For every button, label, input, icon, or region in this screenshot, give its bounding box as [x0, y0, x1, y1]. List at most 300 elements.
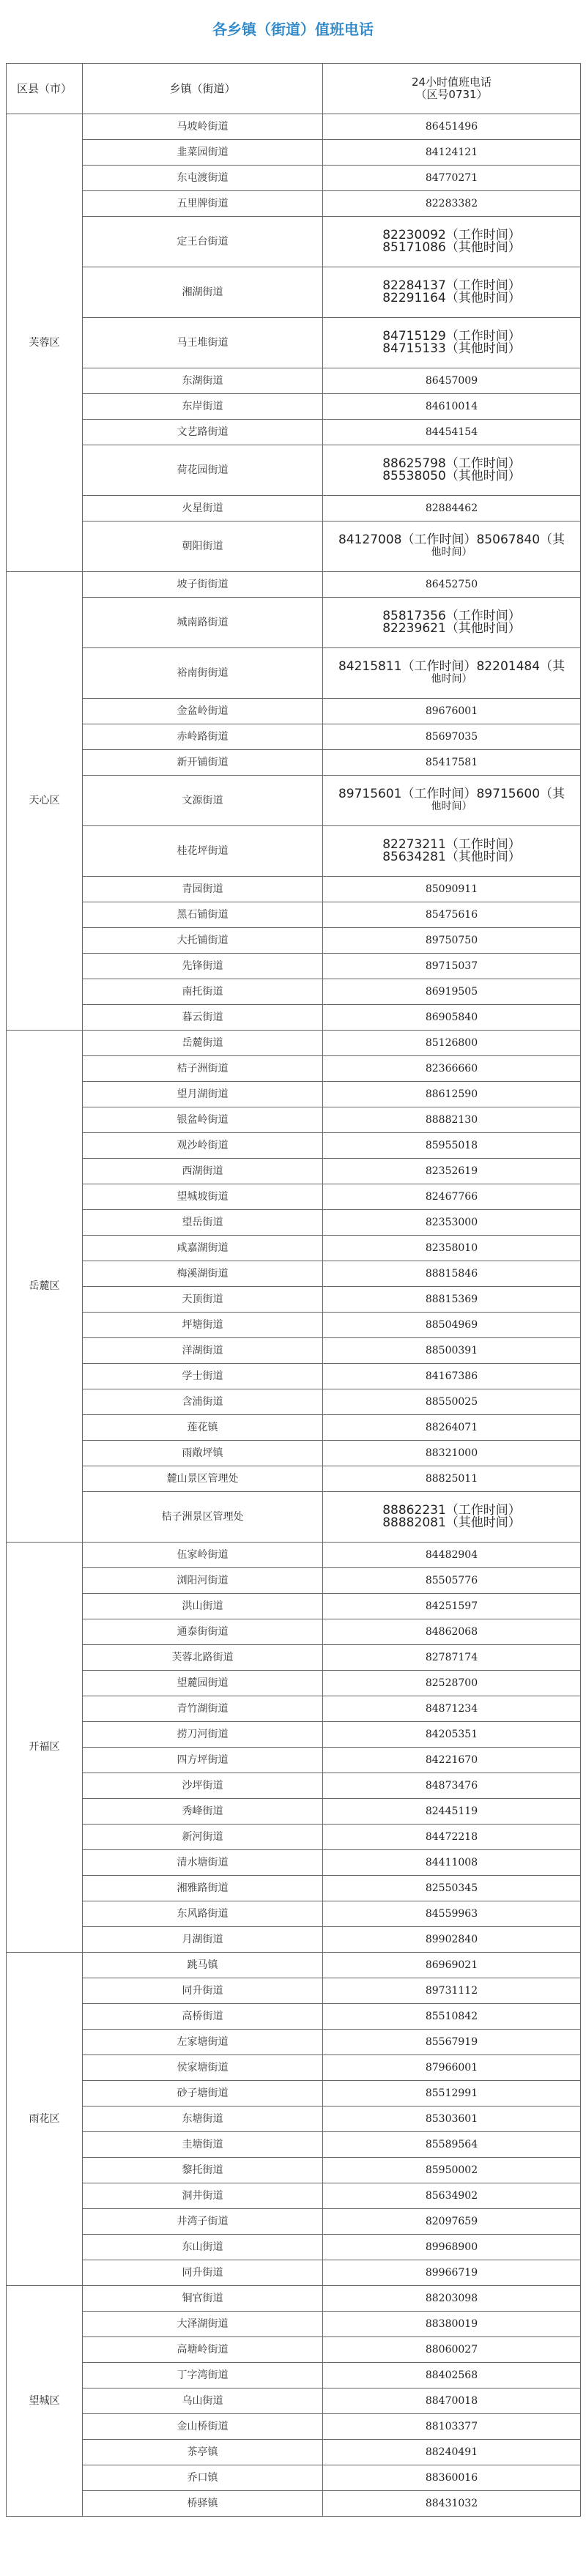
- table-row: [7, 2414, 581, 2440]
- phone-number: 85955018: [425, 1139, 478, 1151]
- district-name: 天心区: [7, 572, 83, 1031]
- phone-number: 89715601（工作时间）89715600（其: [338, 787, 565, 801]
- phone-number: 88470018: [425, 2394, 478, 2407]
- town-name: 文源街道: [83, 776, 323, 826]
- table-row: [7, 1978, 581, 2004]
- town-name: 砂子塘街道: [83, 2081, 323, 2107]
- town-name: 五里牌街道: [83, 191, 323, 217]
- phone-number: 85634902: [425, 2189, 478, 2202]
- table-row: [7, 1722, 581, 1748]
- table-row: [7, 1619, 581, 1645]
- phone-cell: [323, 2209, 581, 2235]
- town-name: 银盆岭街道: [83, 1107, 323, 1133]
- phone-number: 82097659: [425, 2215, 478, 2227]
- phone-cell: [323, 1082, 581, 1107]
- town-name: 先锋街道: [83, 954, 323, 979]
- town-name: 乔口镇: [83, 2465, 323, 2491]
- table-row: [7, 2388, 581, 2414]
- phone-number: 84472218: [425, 1830, 478, 1843]
- table-row: [7, 2004, 581, 2030]
- town-name: 青竹湖街道: [83, 1696, 323, 1722]
- phone-cell: [323, 1927, 581, 1953]
- town-name: 清水塘街道: [83, 1850, 323, 1876]
- town-name: 浏阳河街道: [83, 1568, 323, 1594]
- table-row: [7, 2491, 581, 2517]
- table-row: [7, 2030, 581, 2055]
- table-row: [7, 1953, 581, 1978]
- duty-phone-table: [6, 63, 581, 2517]
- phone-cell: [323, 217, 581, 267]
- table-row: [7, 1696, 581, 1722]
- header-county: 区县（市）: [7, 64, 83, 114]
- phone-cell: [323, 1287, 581, 1313]
- town-name: 梅溪湖街道: [83, 1261, 323, 1287]
- table-row: [7, 699, 581, 724]
- town-name: 咸嘉湖街道: [83, 1236, 323, 1261]
- phone-number: 85512991: [425, 2087, 478, 2099]
- table-row: [7, 1748, 581, 1773]
- table-row: [7, 2440, 581, 2465]
- phone-number: 88825011: [425, 1472, 478, 1485]
- phone-number: 84221670: [425, 1753, 478, 1766]
- town-name: 文艺路街道: [83, 420, 323, 445]
- town-name: 东屯渡街道: [83, 166, 323, 191]
- town-name: 湘雅路街道: [83, 1876, 323, 1901]
- town-name: 侯家塘街道: [83, 2055, 323, 2081]
- town-name: 天顶街道: [83, 1287, 323, 1313]
- table-row: [7, 2337, 581, 2363]
- phone-cell: [323, 750, 581, 776]
- phone-cell: [323, 114, 581, 140]
- district-name: 岳麓区: [7, 1031, 83, 1543]
- town-name: 芙蓉北路街道: [83, 1645, 323, 1671]
- table-row: [7, 114, 581, 140]
- phone-cell: [323, 1619, 581, 1645]
- table-row: [7, 2363, 581, 2388]
- table-row: [7, 1927, 581, 1953]
- phone-cell: [323, 2107, 581, 2132]
- phone-cell: [323, 1825, 581, 1850]
- header-phone-line2: （区号0731）: [415, 88, 488, 101]
- phone-cell: [323, 2414, 581, 2440]
- town-name: 火星街道: [83, 496, 323, 521]
- phone-cell: [323, 1543, 581, 1568]
- phone-number: 88500391: [425, 1344, 478, 1356]
- phone-number: 85950002: [425, 2164, 478, 2176]
- phone-number: 82467766: [425, 1190, 478, 1203]
- town-name: 洋湖街道: [83, 1338, 323, 1364]
- phone-number: 84167386: [425, 1370, 478, 1382]
- phone-cell: [323, 1722, 581, 1748]
- phone-cell: [323, 2312, 581, 2337]
- phone-cell: [323, 877, 581, 902]
- town-name: 裕南街街道: [83, 648, 323, 699]
- table-row: [7, 166, 581, 191]
- phone-number: 82283382: [425, 197, 478, 209]
- town-name: 韭菜园街道: [83, 140, 323, 166]
- table-row: [7, 2183, 581, 2209]
- phone-cell: [323, 394, 581, 420]
- phone-cell: [323, 166, 581, 191]
- phone-cell: [323, 2004, 581, 2030]
- phone-number: 88203098: [425, 2292, 478, 2304]
- table-row: [7, 1184, 581, 1210]
- table-row: [7, 1338, 581, 1364]
- phone-number: 82358010: [425, 1241, 478, 1254]
- table-row: [7, 1876, 581, 1901]
- table-row: [7, 826, 581, 877]
- town-name: 金山桥街道: [83, 2414, 323, 2440]
- table-row: [7, 2158, 581, 2183]
- phone-cell: [323, 1261, 581, 1287]
- town-name: 同升街道: [83, 1978, 323, 2004]
- phone-number: 88060027: [425, 2343, 478, 2356]
- phone-number: 88431032: [425, 2497, 478, 2509]
- town-name: 望岳街道: [83, 1210, 323, 1236]
- phone-cell: [323, 2388, 581, 2414]
- table-row: [7, 1645, 581, 1671]
- phone-cell: [323, 2183, 581, 2209]
- town-name: 西湖街道: [83, 1159, 323, 1184]
- phone-cell: [323, 1159, 581, 1184]
- phone-number: 86451496: [425, 120, 478, 133]
- table-row: [7, 1773, 581, 1799]
- phone-cell: [323, 572, 581, 598]
- phone-number: 84454154: [425, 426, 478, 438]
- phone-cell: [323, 1364, 581, 1389]
- town-name: 青园街道: [83, 877, 323, 902]
- district-name: 芙蓉区: [7, 114, 83, 572]
- phone-number: 89750750: [425, 934, 478, 946]
- table-row: [7, 1825, 581, 1850]
- phone-cell: [323, 826, 581, 877]
- town-name: 高塘岭街道: [83, 2337, 323, 2363]
- table-row: [7, 394, 581, 420]
- table-row: [7, 217, 581, 267]
- town-name: 含浦街道: [83, 1389, 323, 1415]
- table-row: [7, 1056, 581, 1082]
- phone-cell: [323, 1415, 581, 1441]
- phone-cell: [323, 368, 581, 394]
- town-name: 捞刀河街道: [83, 1722, 323, 1748]
- town-name: 麓山景区管理处: [83, 1466, 323, 1492]
- phone-number: 87966001: [425, 2061, 478, 2074]
- phone-cell: [323, 2081, 581, 2107]
- phone-number: 他时间）: [431, 546, 472, 558]
- phone-number: 84873476: [425, 1779, 478, 1792]
- phone-cell: [323, 1107, 581, 1133]
- phone-cell: [323, 2491, 581, 2517]
- town-name: 高桥街道: [83, 2004, 323, 2030]
- phone-cell: [323, 928, 581, 954]
- phone-cell: [323, 954, 581, 979]
- phone-number: 85090911: [425, 883, 478, 895]
- phone-cell: [323, 1645, 581, 1671]
- town-name: 桥驿镇: [83, 2491, 323, 2517]
- table-row: [7, 2107, 581, 2132]
- phone-cell: [323, 2055, 581, 2081]
- phone-number: 88625798（工作时间）: [382, 456, 521, 471]
- table-row: [7, 496, 581, 521]
- phone-number: 85126800: [425, 1036, 478, 1049]
- town-name: 新河街道: [83, 1825, 323, 1850]
- table-row: [7, 979, 581, 1005]
- phone-number: 84715129（工作时间）: [382, 329, 521, 344]
- header-town: 乡镇（街道）: [83, 64, 323, 114]
- phone-number: 88380019: [425, 2317, 478, 2330]
- phone-cell: [323, 445, 581, 496]
- phone-number: 88103377: [425, 2420, 478, 2432]
- town-name: 东山街道: [83, 2235, 323, 2260]
- phone-number: 85589564: [425, 2138, 478, 2150]
- phone-number: 85538050（其他时间）: [382, 469, 521, 483]
- phone-number: 他时间）: [431, 801, 472, 812]
- phone-number: 82787174: [425, 1651, 478, 1663]
- phone-number: 82230092（工作时间）: [382, 228, 521, 242]
- phone-number: 84862068: [425, 1625, 478, 1638]
- table-row: [7, 2209, 581, 2235]
- town-name: 望城坡街道: [83, 1184, 323, 1210]
- phone-number: 82291164（其他时间）: [382, 291, 521, 305]
- table-header-row: [7, 64, 581, 114]
- district-name: 开福区: [7, 1543, 83, 1953]
- table-row: [7, 368, 581, 394]
- table-row: [7, 954, 581, 979]
- table-row: [7, 2081, 581, 2107]
- table-row: [7, 1159, 581, 1184]
- header-phone: [323, 64, 581, 114]
- table-row: [7, 1850, 581, 1876]
- phone-number: 89968900: [425, 2241, 478, 2253]
- table-row: [7, 598, 581, 648]
- phone-number: 84411008: [425, 1856, 478, 1868]
- town-name: 东风路街道: [83, 1901, 323, 1927]
- phone-cell: [323, 598, 581, 648]
- table-row: [7, 1543, 581, 1568]
- phone-cell: [323, 902, 581, 928]
- phone-number: 82366660: [425, 1062, 478, 1074]
- town-name: 望麓园街道: [83, 1671, 323, 1696]
- phone-number: 85417581: [425, 756, 478, 768]
- table-row: [7, 1799, 581, 1825]
- header-phone-line1: 24小时值班电话: [411, 75, 492, 89]
- phone-number: 84871234: [425, 1702, 478, 1715]
- phone-cell: [323, 2235, 581, 2260]
- phone-number: 88550025: [425, 1395, 478, 1408]
- town-name: 城南路街道: [83, 598, 323, 648]
- phone-cell: [323, 1056, 581, 1082]
- phone-cell: [323, 2337, 581, 2363]
- phone-number: 89902840: [425, 1933, 478, 1945]
- table-row: [7, 1107, 581, 1133]
- town-name: 朝阳街道: [83, 521, 323, 572]
- phone-number: 88264071: [425, 1421, 478, 1433]
- town-name: 大托铺街道: [83, 928, 323, 954]
- phone-cell: [323, 2132, 581, 2158]
- phone-number: 86919505: [425, 985, 478, 998]
- table-row: [7, 2055, 581, 2081]
- phone-number: 88504969: [425, 1318, 478, 1331]
- table-row: [7, 2260, 581, 2286]
- phone-number: 85697035: [425, 730, 478, 743]
- phone-cell: [323, 1978, 581, 2004]
- phone-cell: [323, 776, 581, 826]
- table-row: [7, 521, 581, 572]
- table-row: [7, 1389, 581, 1415]
- town-name: 通泰街街道: [83, 1619, 323, 1645]
- phone-cell: [323, 1876, 581, 1901]
- phone-number: 82884462: [425, 502, 478, 514]
- phone-cell: [323, 521, 581, 572]
- town-name: 南托街道: [83, 979, 323, 1005]
- table-row: [7, 902, 581, 928]
- phone-cell: [323, 648, 581, 699]
- town-name: 赤岭路街道: [83, 724, 323, 750]
- phone-number: 84610014: [425, 400, 478, 412]
- table-row: [7, 1210, 581, 1236]
- phone-cell: [323, 1594, 581, 1619]
- phone-number: 88882130: [425, 1113, 478, 1126]
- town-name: 坪塘街道: [83, 1313, 323, 1338]
- town-name: 黑石铺街道: [83, 902, 323, 928]
- table-row: [7, 1594, 581, 1619]
- phone-cell: [323, 1133, 581, 1159]
- table-row: [7, 1901, 581, 1927]
- phone-cell: [323, 420, 581, 445]
- phone-cell: [323, 1953, 581, 1978]
- phone-number: 89676001: [425, 705, 478, 717]
- phone-cell: [323, 1696, 581, 1722]
- phone-cell: [323, 1236, 581, 1261]
- phone-number: 85817356（工作时间）: [382, 609, 521, 623]
- table-row: [7, 1466, 581, 1492]
- phone-number: 89715037: [425, 959, 478, 972]
- phone-number: 82352619: [425, 1165, 478, 1177]
- table-row: [7, 1492, 581, 1543]
- phone-number: 84124121: [425, 146, 478, 158]
- table-row: [7, 776, 581, 826]
- town-name: 定王台街道: [83, 217, 323, 267]
- town-name: 坡子街街道: [83, 572, 323, 598]
- town-name: 马坡岭街道: [83, 114, 323, 140]
- phone-cell: [323, 1568, 581, 1594]
- phone-cell: [323, 1748, 581, 1773]
- table-row: [7, 318, 581, 368]
- phone-number: 86457009: [425, 374, 478, 387]
- town-name: 东湖街道: [83, 368, 323, 394]
- phone-number: 85475616: [425, 908, 478, 921]
- phone-number: 86969021: [425, 1959, 478, 1971]
- phone-cell: [323, 1313, 581, 1338]
- town-name: 左家塘街道: [83, 2030, 323, 2055]
- phone-number: 88240491: [425, 2446, 478, 2458]
- table-row: [7, 2286, 581, 2312]
- phone-number: 88815369: [425, 1293, 478, 1305]
- table-row: [7, 191, 581, 217]
- phone-cell: [323, 2363, 581, 2388]
- town-name: 月湖街道: [83, 1927, 323, 1953]
- table-row: [7, 724, 581, 750]
- phone-number: 88321000: [425, 1447, 478, 1459]
- town-name: 桔子洲街道: [83, 1056, 323, 1082]
- phone-cell: [323, 496, 581, 521]
- phone-cell: [323, 1441, 581, 1466]
- town-name: 黎托街道: [83, 2158, 323, 2183]
- town-name: 铜官街道: [83, 2286, 323, 2312]
- town-name: 金盆岭街道: [83, 699, 323, 724]
- phone-cell: [323, 2158, 581, 2183]
- phone-number: 85171086（其他时间）: [382, 240, 521, 255]
- table-body: [7, 114, 581, 2517]
- town-name: 荷花园街道: [83, 445, 323, 496]
- table-row: [7, 1671, 581, 1696]
- table-row: [7, 1313, 581, 1338]
- phone-cell: [323, 979, 581, 1005]
- phone-cell: [323, 191, 581, 217]
- table-row: [7, 445, 581, 496]
- table-row: [7, 2132, 581, 2158]
- phone-number: 84205351: [425, 1728, 478, 1740]
- town-name: 井湾子街道: [83, 2209, 323, 2235]
- phone-number: 85634281（其他时间）: [382, 850, 521, 864]
- phone-number: 88612590: [425, 1088, 478, 1100]
- phone-number: 89731112: [425, 1984, 478, 1997]
- town-name: 洪山街道: [83, 1594, 323, 1619]
- phone-number: 84559963: [425, 1907, 478, 1920]
- table-row: [7, 2235, 581, 2260]
- phone-cell: [323, 1466, 581, 1492]
- phone-cell: [323, 2440, 581, 2465]
- town-name: 四方坪街道: [83, 1748, 323, 1773]
- phone-number: 88360016: [425, 2471, 478, 2484]
- phone-number: 88815846: [425, 1267, 478, 1280]
- phone-number: 86905840: [425, 1011, 478, 1023]
- phone-number: 85510842: [425, 2010, 478, 2022]
- phone-number: 82284137（工作时间）: [382, 278, 521, 293]
- phone-cell: [323, 1389, 581, 1415]
- phone-number: 他时间）: [431, 673, 472, 685]
- phone-number: 84715133（其他时间）: [382, 341, 521, 356]
- table-row: [7, 1236, 581, 1261]
- district-name: 雨花区: [7, 1953, 83, 2286]
- phone-cell: [323, 1901, 581, 1927]
- phone-cell: [323, 140, 581, 166]
- phone-number: 84482904: [425, 1548, 478, 1561]
- town-name: 新开铺街道: [83, 750, 323, 776]
- town-name: 桂花坪街道: [83, 826, 323, 877]
- phone-cell: [323, 724, 581, 750]
- table-row: [7, 750, 581, 776]
- phone-number: 89966719: [425, 2266, 478, 2279]
- phone-cell: [323, 1031, 581, 1056]
- table-row: [7, 2465, 581, 2491]
- table-row: [7, 140, 581, 166]
- phone-number: 82550345: [425, 1882, 478, 1894]
- phone-cell: [323, 1492, 581, 1543]
- phone-number: 82239621（其他时间）: [382, 621, 521, 636]
- phone-number: 88882081（其他时间）: [382, 1515, 521, 1530]
- phone-cell: [323, 1184, 581, 1210]
- phone-cell: [323, 2465, 581, 2491]
- phone-cell: [323, 1671, 581, 1696]
- phone-number: 88402568: [425, 2369, 478, 2381]
- phone-number: 84127008（工作时间）85067840（其: [338, 532, 565, 547]
- town-name: 秀峰街道: [83, 1799, 323, 1825]
- phone-number: 82273211（工作时间）: [382, 837, 521, 852]
- town-name: 乌山街道: [83, 2388, 323, 2414]
- phone-cell: [323, 1773, 581, 1799]
- town-name: 马王堆街道: [83, 318, 323, 368]
